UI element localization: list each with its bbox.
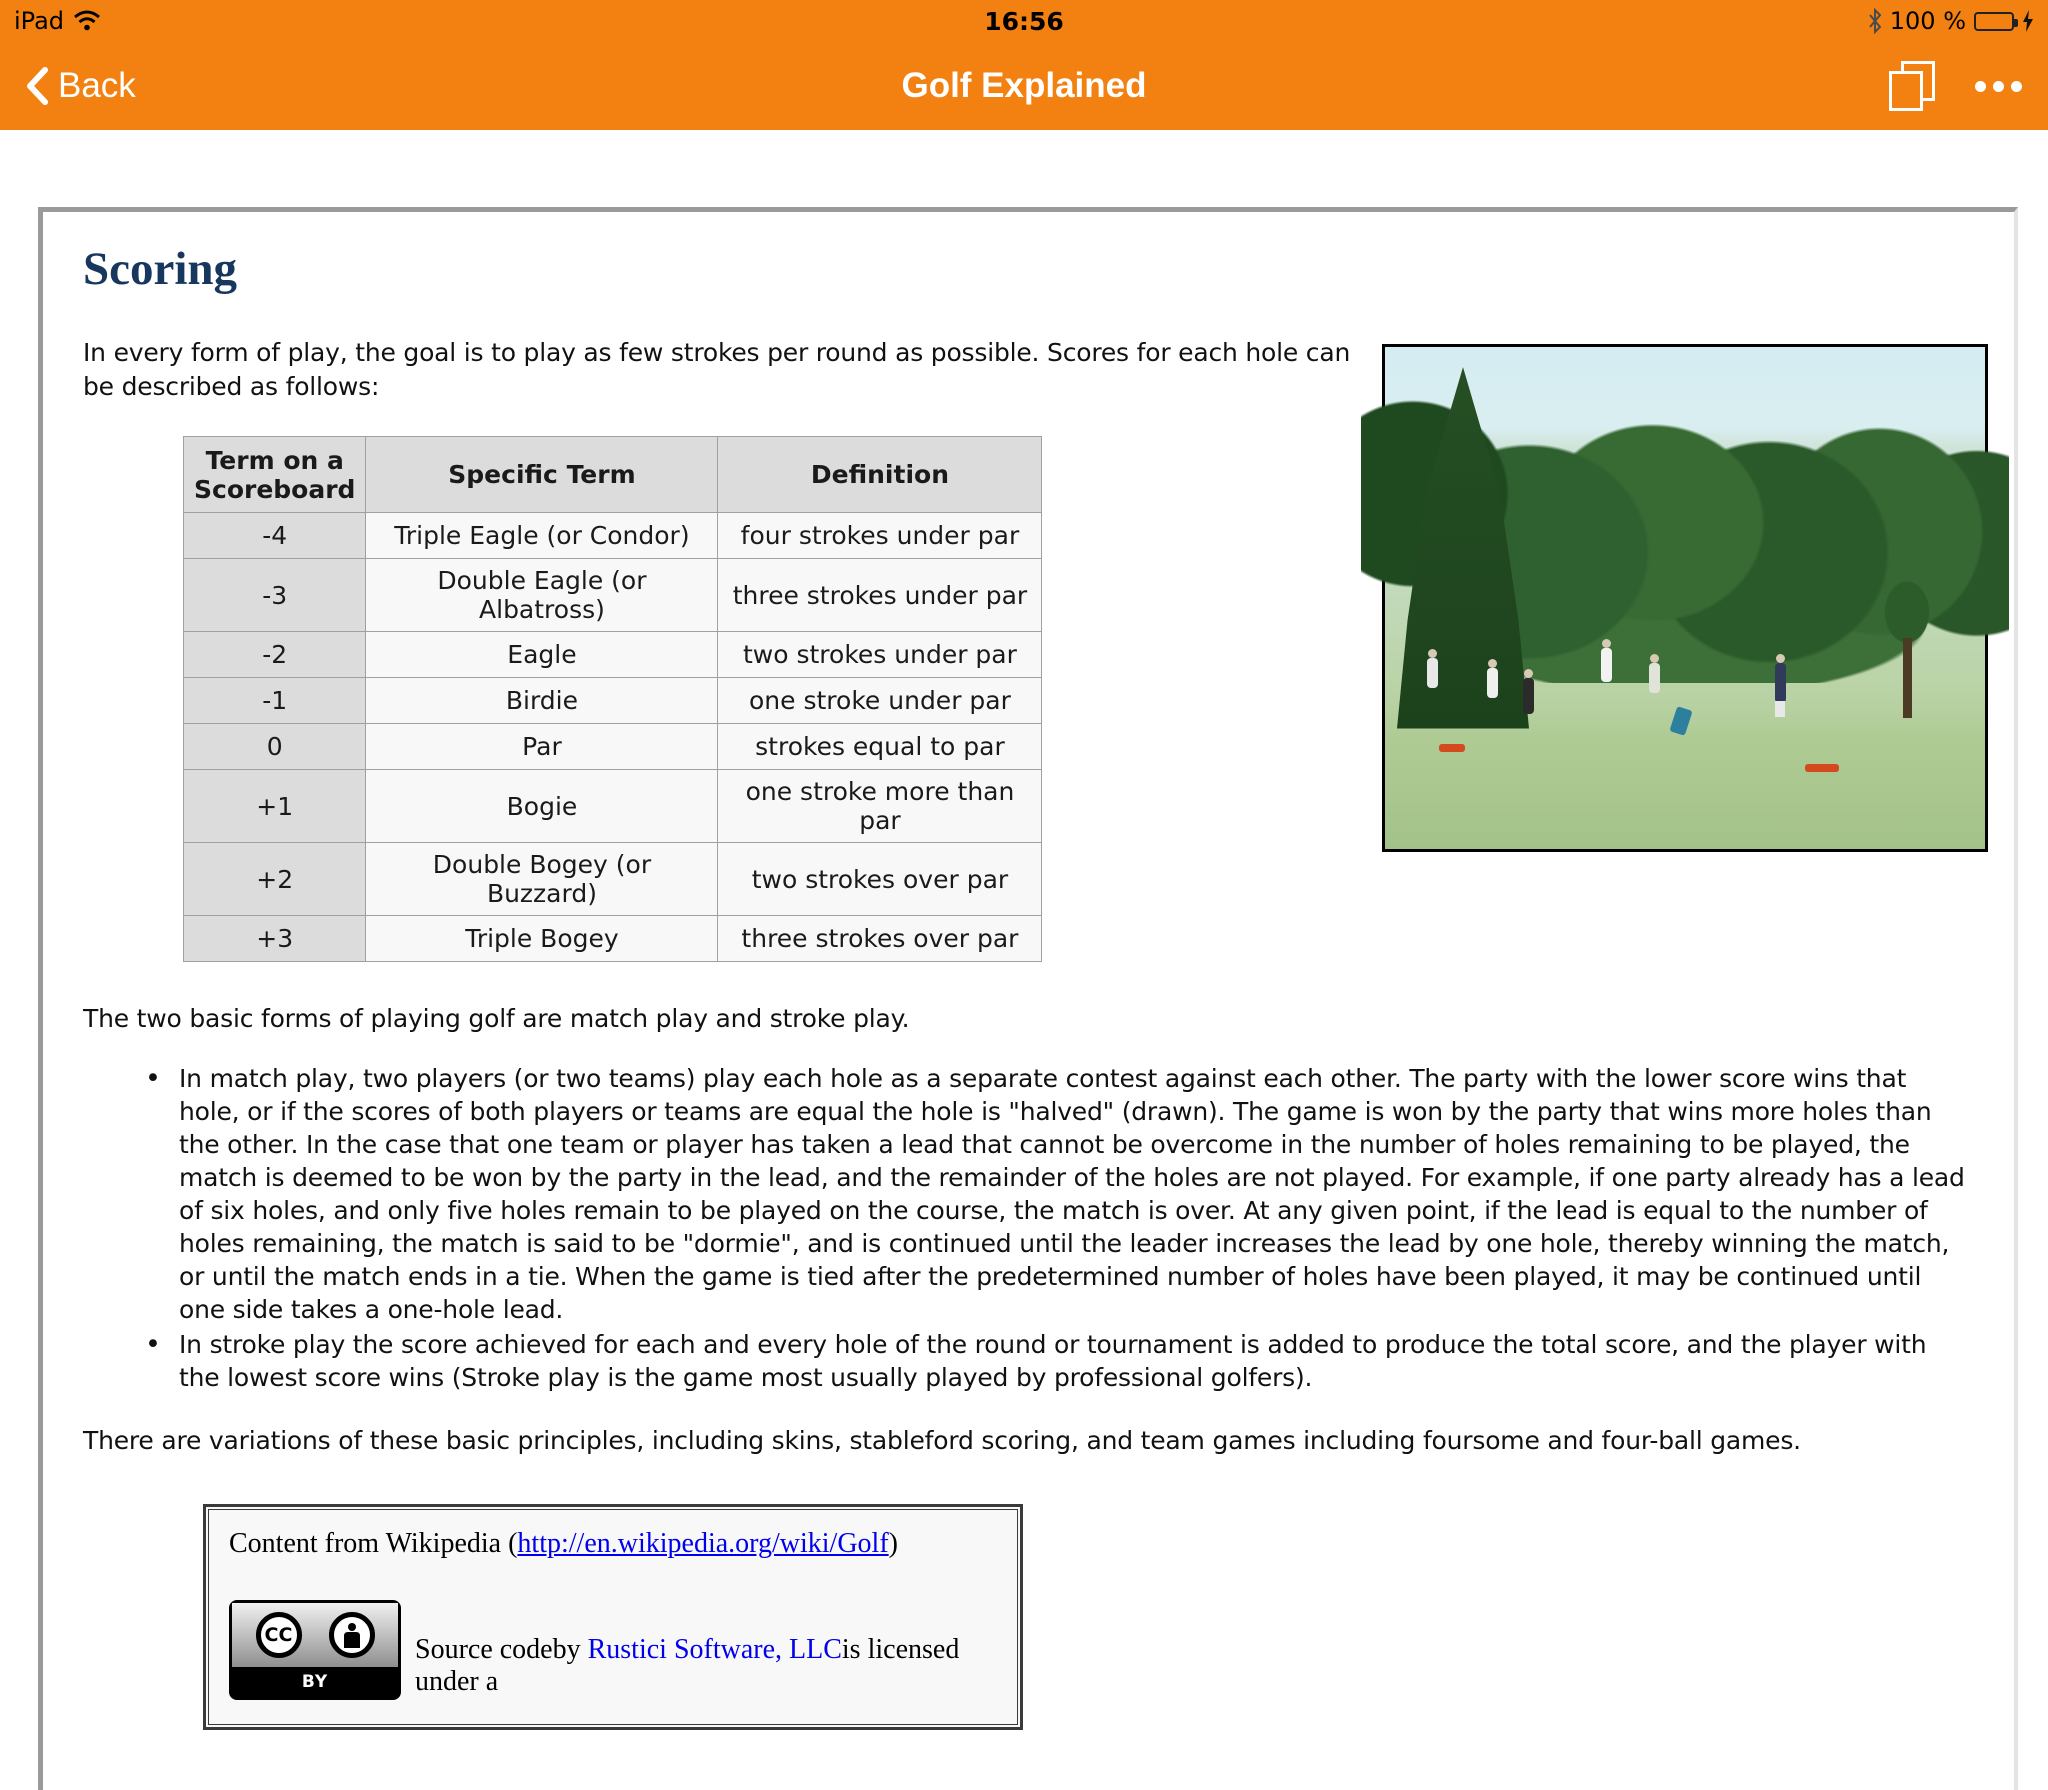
nav-bar (0, 42, 2048, 130)
cell-specific: Birdie (366, 678, 718, 724)
cell-definition: two strokes over par (718, 843, 1042, 916)
col-header-specific: Specific Term (366, 437, 718, 513)
wikipedia-attribution-line (229, 1528, 997, 1560)
table-row (184, 770, 1042, 843)
cell-term: -1 (184, 678, 366, 724)
back-chevron-icon (26, 68, 48, 104)
cell-term: -4 (184, 513, 366, 559)
photo-golfer (1649, 663, 1660, 693)
table-row (184, 678, 1042, 724)
attribution-box-inner (208, 1509, 1018, 1725)
cell-specific: Par (366, 724, 718, 770)
cell-definition: strokes equal to par (718, 724, 1042, 770)
table-row (184, 632, 1042, 678)
attribution-prefix: Content from Wikipedia ( (229, 1528, 518, 1560)
cell-term: 0 (184, 724, 366, 770)
cell-term: +1 (184, 770, 366, 843)
cc-by-label: BY (232, 1667, 398, 1697)
table-row (184, 724, 1042, 770)
attribution-box (203, 1504, 1023, 1730)
bluetooth-icon (1868, 9, 1882, 33)
variations-paragraph: There are variations of these basic principles, including skins, stableford scoring, and team games including foursome and four-ball games. (83, 1426, 1801, 1456)
tabs-icon[interactable] (1889, 61, 1935, 111)
status-time: 16:56 (984, 6, 1064, 36)
photo-golfer (1487, 668, 1498, 698)
cell-term: +3 (184, 916, 366, 962)
cell-specific: Triple Eagle (or Condor) (366, 513, 718, 559)
rustici-link[interactable]: Rustici Software, LLC (587, 1634, 842, 1666)
table-row (184, 916, 1042, 962)
play-types-list (83, 1062, 1984, 1394)
battery-percent: 100 % (1889, 7, 1966, 35)
battery-icon (1974, 12, 2014, 31)
source-suffix: is licensed under a (415, 1634, 960, 1698)
cell-term: -2 (184, 632, 366, 678)
cell-definition: one stroke more than par (718, 770, 1042, 843)
scoring-table (183, 436, 1042, 962)
photo-golfer (1427, 658, 1438, 688)
basic-forms-paragraph: The two basic forms of playing golf are match play and stroke play. (83, 1004, 910, 1034)
section-heading: Scoring (83, 243, 238, 295)
photo-golfer (1523, 678, 1534, 714)
photo-tee-marker (1439, 744, 1465, 752)
back-label: Back (58, 66, 136, 105)
cell-specific: Double Eagle (or Albatross) (366, 559, 718, 632)
cell-term: -3 (184, 559, 366, 632)
cell-specific: Double Bogey (or Buzzard) (366, 843, 718, 916)
page-title: Golf Explained (901, 66, 1147, 105)
cell-definition: one stroke under par (718, 678, 1042, 724)
photo-tee-marker (1805, 764, 1839, 772)
device-label: iPad (14, 7, 65, 35)
col-header-term: Term on a Scoreboard (184, 437, 366, 513)
attribution-person-icon (329, 1612, 375, 1658)
col-header-definition: Definition (718, 437, 1042, 513)
back-button[interactable] (26, 66, 136, 106)
table-row (184, 843, 1042, 916)
cc-logo-icon: CC (256, 1612, 302, 1658)
photo-golfer (1775, 663, 1786, 703)
cell-specific: Eagle (366, 632, 718, 678)
match-play-item: • In match play, two players (or two teams) play each hole as a separate contest against each other. The party with the lower score wins that hole, or if the scores of both players or teams are equal the hole is "halved" (drawn). The game is won by the party that wins more holes than the other. In the case that one team or player has taken a lead that cannot be overcome in the number of holes remaining to be played, the match is deemed to be won by the party in the lead, and the remainder of the holes are not played. For example, if one party already has a lead of six holes, and only five holes remain to be played on the course, the match is over. At any given point, if the lead is equal to the number of holes remaining, the match is said to be "dormie", and is continued until the leader increases the lead by one hole, thereby winning the match, or until the match ends in a tie. When the game is tied after the predetermined number of holes have been played, it may be continued until one side takes a one-hole lead. (179, 1062, 1974, 1326)
cc-by-badge (229, 1600, 401, 1700)
golf-course-photo (1382, 344, 1988, 852)
cell-specific: Triple Bogey (366, 916, 718, 962)
table-row (184, 559, 1042, 632)
license-row (229, 1600, 997, 1700)
status-bar (0, 0, 2048, 42)
attribution-suffix: ) (888, 1528, 898, 1560)
top-chrome (0, 0, 2048, 130)
cell-definition: four strokes under par (718, 513, 1042, 559)
wikipedia-link[interactable]: http://en.wikipedia.org/wiki/Golf (517, 1528, 889, 1560)
stroke-play-item: • In stroke play the score achieved for each and every hole of the round or tournament is added to produce the total score, and the player with the lowest score wins (Stroke play is the game most usually played by professional golfers). (179, 1328, 1974, 1394)
table-header-row (184, 437, 1042, 513)
content-card (38, 207, 2018, 1790)
source-prefix: Source codeby (415, 1634, 588, 1666)
cell-definition: three strokes under par (718, 559, 1042, 632)
wifi-icon (74, 11, 100, 31)
cell-definition: three strokes over par (718, 916, 1042, 962)
photo-golf-bag (1669, 707, 1692, 737)
table-row (184, 513, 1042, 559)
cell-specific: Bogie (366, 770, 718, 843)
photo-tree-trunk (1903, 638, 1911, 718)
intro-paragraph: In every form of play, the goal is to play as few strokes per round as possible. Scores for each hole can be described as follows: (83, 338, 1351, 402)
source-code-line (415, 1634, 997, 1700)
cell-term: +2 (184, 843, 366, 916)
photo-golfer (1601, 648, 1612, 682)
more-menu-icon[interactable] (1975, 81, 2022, 92)
charging-bolt-icon (2022, 10, 2034, 32)
cell-definition: two strokes under par (718, 632, 1042, 678)
